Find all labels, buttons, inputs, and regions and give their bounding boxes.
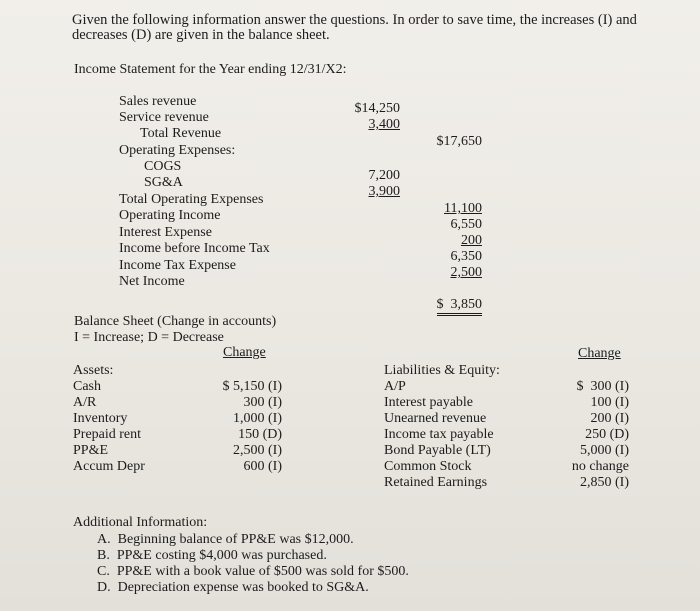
total-operating-expenses-value: 11,100 <box>444 201 482 216</box>
asset-label-inventory: Inventory <box>73 411 128 426</box>
sales-revenue-value: $14,250 <box>354 101 400 116</box>
change-header-assets: Change <box>223 345 266 360</box>
asset-labels <box>73 379 145 475</box>
asset-value-inventory: 1,000 (I) <box>233 411 282 426</box>
asset-values <box>190 379 282 475</box>
liability-label-unearned-revenue: Unearned revenue <box>384 411 487 426</box>
service-revenue-label: Service revenue <box>119 110 209 125</box>
liability-label-common-stock: Common Stock <box>384 459 472 474</box>
sga-value: 3,900 <box>368 184 400 199</box>
income-statement-title: Income Statement for the Year ending 12/31/X2: <box>74 62 347 77</box>
liabilities-header: Liabilities & Equity: <box>384 363 500 378</box>
cogs-value: 7,200 <box>368 168 400 183</box>
instructions-line-2: decreases (D) are given in the balance sheet. <box>72 27 330 43</box>
interest-expense-label: Interest Expense <box>119 225 212 240</box>
liability-value-unearned-revenue: 200 (I) <box>590 411 629 426</box>
sales-revenue-label: Sales revenue <box>119 94 197 109</box>
liability-labels <box>384 379 494 491</box>
operating-income-value: 6,550 <box>450 217 482 232</box>
income-before-tax-value: 6,350 <box>450 249 482 264</box>
asset-value-ppe: 2,500 (I) <box>233 443 282 458</box>
additional-info-list <box>97 532 409 596</box>
net-income-value <box>410 281 482 329</box>
liability-values <box>545 379 629 491</box>
sga-label: SG&A <box>144 175 183 190</box>
additional-info-title: Additional Information: <box>73 515 208 530</box>
liability-value-income-tax-payable: 250 (D) <box>585 427 629 442</box>
liability-label-ap: A/P <box>384 379 406 394</box>
assets-header: Assets: <box>73 363 114 378</box>
liability-value-common-stock: no change <box>571 459 629 474</box>
operating-income-label: Operating Income <box>119 208 221 223</box>
operating-expenses-label: Operating Expenses: <box>119 143 236 158</box>
asset-label-accum-depr: Accum Depr <box>73 459 145 474</box>
asset-value-ar: 300 (I) <box>243 395 282 410</box>
asset-label-cash: Cash <box>73 379 101 394</box>
income-before-tax-label: Income before Income Tax <box>119 241 270 256</box>
liability-value-interest-payable: 100 (I) <box>590 395 629 410</box>
income-tax-expense-value: 2,500 <box>450 265 482 280</box>
additional-info-item: A. Beginning balance of PP&E was $12,000. <box>97 532 354 547</box>
liability-label-interest-payable: Interest payable <box>384 395 474 410</box>
service-revenue-value: 3,400 <box>368 117 400 132</box>
change-header-liabilities: Change <box>578 346 621 361</box>
interest-expense-value: 200 <box>461 233 482 248</box>
instructions-line-1: Given the following information answer the questions. In order to save time, the increases (I) and <box>72 12 637 28</box>
liability-label-bond-payable: Bond Payable (LT) <box>384 443 491 458</box>
asset-value-cash: $ 5,150 (I) <box>222 379 282 394</box>
liability-value-retained-earnings: 2,850 (I) <box>580 475 629 490</box>
additional-info-item: D. Depreciation expense was booked to SG&A. <box>97 580 369 595</box>
net-income-label: Net Income <box>119 274 185 289</box>
asset-value-prepaid-rent: 150 (D) <box>238 427 282 442</box>
additional-info-item: B. PP&E costing $4,000 was purchased. <box>97 548 327 563</box>
asset-label-ppe: PP&E <box>73 443 109 458</box>
balance-sheet-title: Balance Sheet (Change in accounts) <box>74 314 277 329</box>
balance-sheet-legend: I = Increase; D = Decrease <box>74 330 224 345</box>
asset-label-prepaid-rent: Prepaid rent <box>73 427 142 442</box>
net-income-amount: $ 3,850 <box>437 297 483 316</box>
total-revenue-value: $17,650 <box>436 134 482 149</box>
additional-info-item: C. PP&E with a book value of $500 was sold for $500. <box>97 564 409 579</box>
liability-value-ap: $ 300 (I) <box>576 379 629 394</box>
income-tax-expense-label: Income Tax Expense <box>119 258 236 273</box>
liability-label-retained-earnings: Retained Earnings <box>384 475 488 490</box>
cogs-label: COGS <box>144 159 182 174</box>
asset-value-accum-depr: 600 (I) <box>243 459 282 474</box>
total-revenue-label: Total Revenue <box>140 126 222 141</box>
total-operating-expenses-label: Total Operating Expenses <box>119 192 264 207</box>
liability-label-income-tax-payable: Income tax payable <box>384 427 494 442</box>
liability-value-bond-payable: 5,000 (I) <box>580 443 629 458</box>
asset-label-ar: A/R <box>73 395 97 410</box>
